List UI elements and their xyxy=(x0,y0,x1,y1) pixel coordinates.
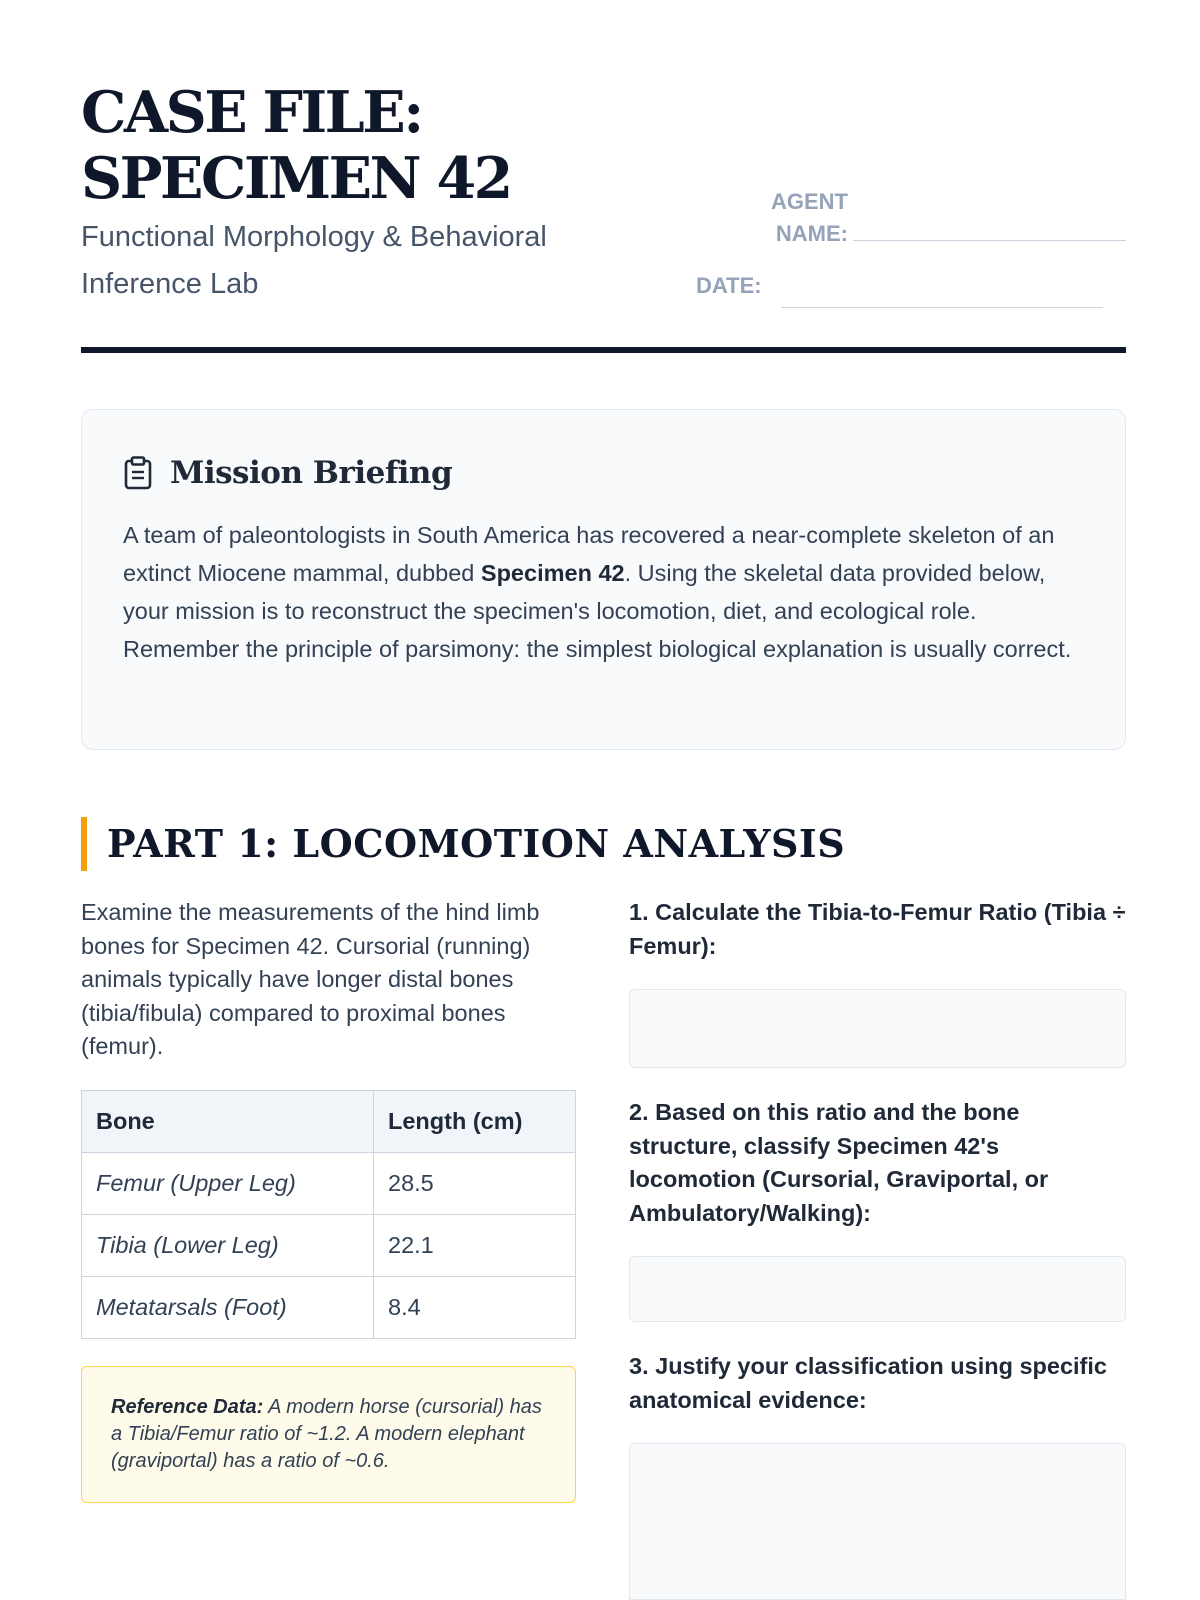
table-header-row xyxy=(82,1091,576,1153)
case-file-header xyxy=(81,80,1126,355)
specimen-name: Specimen 42 xyxy=(480,560,625,586)
question-2: 2. Based on this ratio and the bone structure, classify Specimen 42's locomotion (Cursorial, Graviportal, or Ambulatory/Walking): xyxy=(629,1099,1049,1226)
column-header-bone: Bone xyxy=(82,1091,374,1153)
bone-name: Metatarsals (Foot) xyxy=(82,1277,374,1339)
table-row xyxy=(82,1153,576,1215)
bone-length: 28.5 xyxy=(374,1153,576,1215)
question-1: 1. Calculate the Tibia-to-Femur Ratio (Tibia ÷ Femur): xyxy=(629,899,1126,959)
agent-name-field[interactable] xyxy=(853,240,1126,241)
briefing-text: A team of paleontologists in South America has recovered a near-complete skeleton of an extinct Miocene mammal, dubbed Specimen 42. Using the skeletal data provided below, your mission is to reconstruct the specimen's locomotion, diet, and ecological role. Remember the principle of parsimony: the simplest biological explanation is usually correct. xyxy=(123,522,1072,662)
column-header-length: Length (cm) xyxy=(374,1091,576,1153)
bone-length: 22.1 xyxy=(374,1215,576,1277)
answer-box-1[interactable] xyxy=(629,989,1126,1068)
page-title: CASE FILE: SPECIMEN 42 xyxy=(81,79,511,212)
section-accent-bar xyxy=(81,817,87,871)
answer-box-2[interactable] xyxy=(629,1256,1126,1322)
agent-name-label: AGENT NAME: xyxy=(771,189,848,246)
bone-name: Femur (Upper Leg) xyxy=(82,1153,374,1215)
mission-briefing-card xyxy=(81,409,1126,750)
date-label: DATE: xyxy=(696,273,762,298)
bone-name: Tibia (Lower Leg) xyxy=(82,1215,374,1277)
section-title: PART 1: LOCOMOTION ANALYSIS xyxy=(107,821,846,866)
locomotion-intro: Examine the measurements of the hind limb bones for Specimen 42. Cursorial (running) animals typically have longer distal bones (tibia/fibula) compared to proximal bones (femur). xyxy=(81,899,540,1059)
page-subtitle: Functional Morphology & Behavioral Inference Lab xyxy=(81,221,547,300)
reference-data-note xyxy=(81,1366,576,1503)
date-field[interactable] xyxy=(781,307,1103,308)
answer-box-3[interactable] xyxy=(629,1443,1126,1600)
table-row xyxy=(82,1215,576,1277)
reference-label: Reference Data: xyxy=(111,1396,264,1418)
bone-length: 8.4 xyxy=(374,1277,576,1339)
question-3: 3. Justify your classification using specific anatomical evidence: xyxy=(629,1353,1107,1413)
header-divider xyxy=(81,347,1126,353)
briefing-heading xyxy=(123,453,452,493)
bone-measurements-table xyxy=(81,1090,576,1339)
clipboard-icon xyxy=(123,456,153,490)
reference-text: A modern horse (cursorial) has a Tibia/Femur ratio of ~1.2. A modern elephant (graviportal) has a ratio of ~0.6. xyxy=(111,1396,542,1472)
briefing-title: Mission Briefing xyxy=(170,455,453,491)
table-row xyxy=(82,1277,576,1339)
